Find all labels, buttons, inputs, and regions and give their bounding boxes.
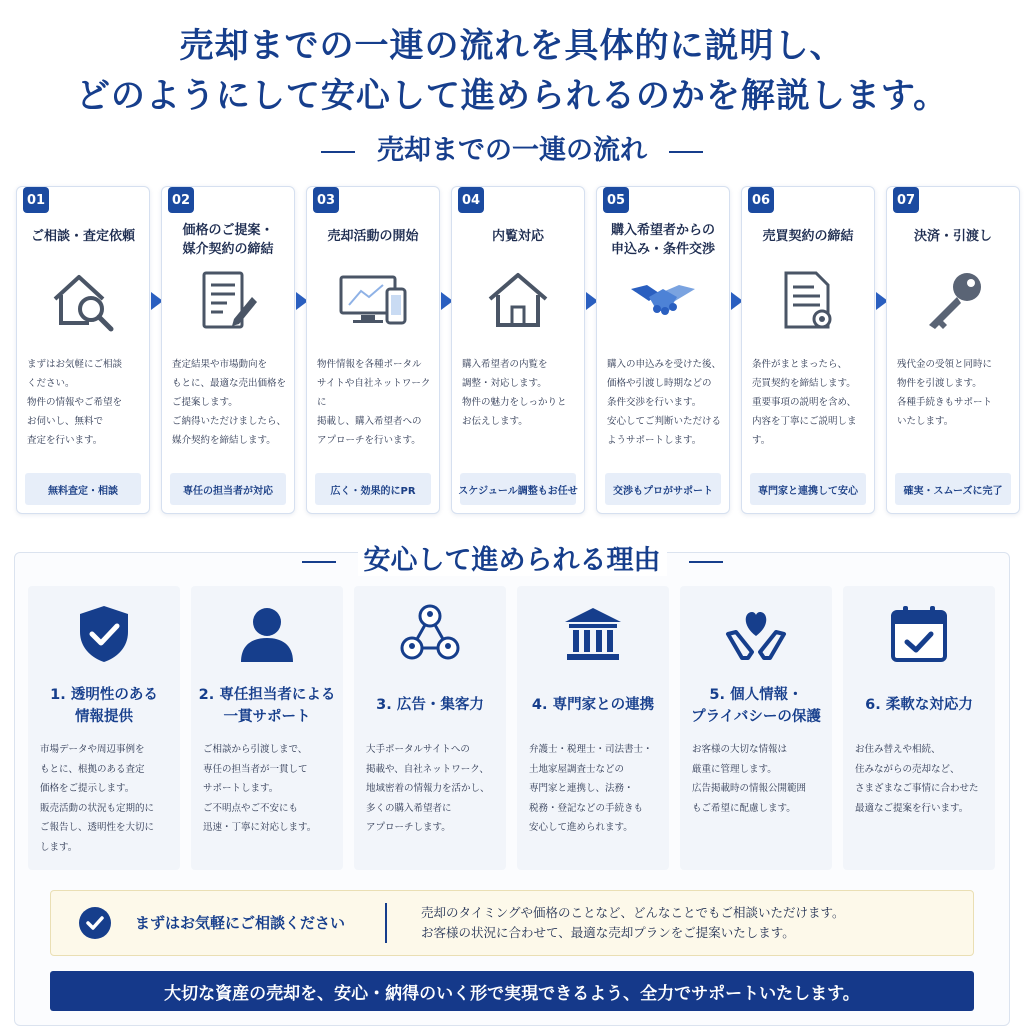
- step-title: 決済・引渡し: [913, 229, 992, 244]
- step-description: 購入希望者の内覧を 調整・対応します。 物件の魅力をしっかりと お伝えします。: [462, 359, 567, 427]
- step-title: 内覧対応: [491, 229, 544, 244]
- reason-description: 弁護士・税理士・司法書士・ 土地家屋調査士などの 専門家と連携し、法務・ 税務・登記などの手続きも 安心して進められます。: [529, 744, 653, 833]
- reason-description: 大手ポータルサイトへの 掲載や、自社ネットワーク、 地域密着の情報力を活かし、 多くの購入希望者に アプローチします。: [366, 744, 490, 833]
- reason-description: お客様の大切な情報は 厳重に管理します。 広告掲載時の情報公開範囲 もご希望に配慮します。: [692, 744, 807, 814]
- reason-card-1: [28, 586, 180, 870]
- reason-card-2: [191, 586, 343, 870]
- contract-seal-icon: [774, 267, 842, 335]
- step-card-4: [451, 186, 585, 514]
- step-title: 価格のご提案・ 媒介契約の締結: [182, 223, 274, 257]
- step-card-7: [886, 186, 1020, 514]
- calendar-check-icon: [887, 602, 951, 666]
- step-title: 売却活動の開始: [327, 229, 419, 244]
- step-tag: 専門家と連携して安心: [750, 473, 866, 505]
- consult-divider: [385, 903, 387, 943]
- title-dash-right: [669, 151, 703, 153]
- key-icon: [919, 267, 987, 335]
- headline-line-2: どのようにして安心して進められるのかを解説します。: [75, 76, 949, 116]
- step-description: 条件がまとまったら、 売買契約を締結します。 重要事項の説明を含め、 内容を丁寧にご説明しま す。: [752, 359, 857, 446]
- heart-hands-icon: [724, 602, 788, 666]
- step-description: 残代金の受領と同時に 物件を引渡します。 各種手続きもサポート いたします。: [897, 359, 993, 427]
- step-card-2: [161, 186, 295, 514]
- consult-label: まずはお気軽にご相談ください: [135, 914, 346, 932]
- consult-text: 売却のタイミングや価格のことなど、どんなことでもご相談いただけます。 お客様の状況に合わせて、最適な売却プランをご提案いたします。: [421, 905, 845, 940]
- institution-icon: [561, 602, 625, 666]
- reason-card-4: [517, 586, 669, 870]
- title-dash-left: [302, 561, 336, 563]
- shield-check-icon: [72, 602, 136, 666]
- step-tag: 無料査定・相談: [25, 473, 141, 505]
- network-icon: [398, 602, 462, 666]
- step-card-1: [16, 186, 150, 514]
- flow-section-title-text: 売却までの一連の流れ: [377, 135, 647, 166]
- step-title: ご相談・査定依頼: [30, 229, 135, 244]
- reason-card-3: [354, 586, 506, 870]
- reason-card-5: [680, 586, 832, 870]
- step-tag: 確実・スムーズに完了: [895, 473, 1011, 505]
- step-card-6: [741, 186, 875, 514]
- reason-card-6: [843, 586, 995, 870]
- flow-section-title: [0, 128, 1024, 167]
- reason-description: ご相談から引渡しまで、 専任の担当者が一貫して サポートします。 ご不明点やご不安にも 迅速・丁寧に対応します。: [203, 744, 317, 833]
- reason-title: 6. 柔軟な対応力: [865, 697, 973, 713]
- flow-steps: [16, 186, 1010, 514]
- reason-title: 1. 透明性のある 情報提供: [50, 687, 158, 725]
- reason-title: 2. 専任担当者による 一貫サポート: [198, 687, 336, 725]
- monitor-phone-icon: [333, 267, 413, 335]
- house-search-icon: [49, 267, 117, 335]
- step-tag: 交渉もプロがサポート: [605, 473, 721, 505]
- step-title: 購入希望者からの 申込み・条件交渉: [610, 223, 715, 257]
- reason-description: お住み替えや相続、 住みながらの売却など、 さまざまなご事情に合わせた 最適なご提案を行います。: [855, 744, 979, 814]
- step-number: 01: [23, 187, 49, 213]
- handshake-icon: [623, 267, 703, 335]
- reasons-section-title: [0, 538, 1024, 577]
- step-title: 売買契約の締結: [762, 229, 854, 244]
- title-dash-left: [321, 151, 355, 153]
- check-circle-icon: [79, 907, 111, 939]
- step-card-3: [306, 186, 440, 514]
- step-card-5: [596, 186, 730, 514]
- step-number: 07: [893, 187, 919, 213]
- consult-box: [50, 890, 974, 956]
- step-number: 02: [168, 187, 194, 213]
- headline-line-1: 売却までの一連の流れを具体的に説明し、: [179, 26, 845, 66]
- person-icon: [235, 602, 299, 666]
- step-tag: 広く・効果的にPR: [315, 473, 431, 505]
- title-dash-right: [689, 561, 723, 563]
- step-description: まずはお気軽にご相談 ください。 物件の情報やご希望を お伺いし、無料で 査定を行います。: [27, 359, 123, 446]
- reason-title: 4. 専門家との連携: [531, 697, 655, 713]
- step-description: 査定結果や市場動向を もとに、最適な売出価格を ご提案します。 ご納得いただけましたら、 媒介契約を締結します。: [172, 359, 287, 446]
- house-icon: [484, 267, 552, 335]
- step-number: 05: [603, 187, 629, 213]
- reason-title: 5. 個人情報・ プライバシーの保護: [691, 687, 821, 725]
- step-number: 03: [313, 187, 339, 213]
- reason-title: 3. 広告・集客力: [376, 697, 484, 713]
- reasons-section-title-text: 安心して進められる理由: [358, 545, 667, 576]
- reason-description: 市場データや周辺事例を もとに、根拠のある査定 価格をご提示します。 販売活動の状況も定期的に ご報告し、透明性を大切に します。: [40, 744, 155, 853]
- step-description: 物件情報を各種ポータル サイトや自社ネットワークに 掲載し、購入希望者への アプローチを行います。: [317, 359, 431, 446]
- step-number: 06: [748, 187, 774, 213]
- closing-banner: 大切な資産の売却を、安心・納得のいく形で実現できるよう、全力でサポートいたします。: [50, 971, 974, 1011]
- step-tag: 専任の担当者が対応: [170, 473, 286, 505]
- step-tag: スケジュール調整もお任せ: [460, 473, 576, 505]
- step-number: 04: [458, 187, 484, 213]
- step-description: 購入の申込みを受けた後、 価格や引渡し時期などの 条件交渉を行います。 安心してご判断いただける ようサポートします。: [607, 359, 722, 446]
- document-pen-icon: [194, 267, 262, 335]
